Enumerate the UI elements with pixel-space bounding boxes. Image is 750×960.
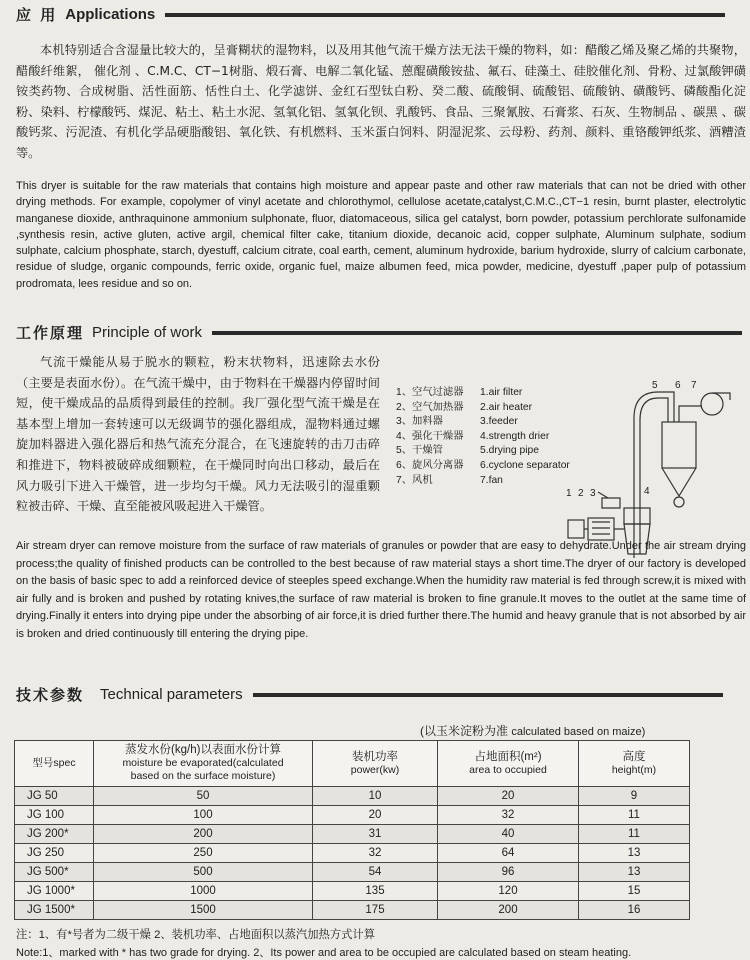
table-row: JG 100 100 20 32 11 <box>15 806 690 825</box>
legend-item: 5、干燥管 5.drying pipe <box>396 445 539 457</box>
table-row: JG 250 250 32 64 13 <box>15 844 690 863</box>
basis-cn: (以玉米淀粉为准 <box>420 724 508 738</box>
note-en: Note:1、marked with * has two grade for drying. 2、Its power and area to be occupied are calculated based on steam heating. <box>16 947 632 959</box>
col-spec: 型号spec <box>15 741 94 787</box>
applications-rule <box>165 13 725 17</box>
diagram-label-2: 2 <box>578 488 584 499</box>
tech-rule <box>253 693 723 697</box>
applications-heading <box>16 4 725 25</box>
feeder <box>602 498 620 508</box>
principle-rule <box>212 331 742 335</box>
diagram-label-7: 7 <box>691 380 697 391</box>
diagram-label-3: 3 <box>590 488 596 499</box>
legend-item: 3、加料器 3.feeder <box>396 416 518 428</box>
col-power: 装机功率 power(kw) <box>313 741 438 787</box>
cyclone-separator <box>662 422 696 468</box>
legend-item: 7、风机 7.fan <box>396 474 503 486</box>
principle-en-text: Air stream dryer can remove moisture from the surface of raw materials of granules or powder that are easy to dehydrate.Under the air stream drying process;the quality of finished products can be controlled to the best because of raw material stays a short time.The dryer of our factory is developed on the basis of basic spec to add a reinforced device of steeples speed exchange.When the humidity raw material is fed through screw,it is mixed with air fully and is broken and pushed by rotating knives,the surface of raw material is broken to fine granule.It moves to the outlet at the same time of drying.Finally it enters into drying pipe under the absorbing of air force,it is dried further there.The humid and heavy granule that is not absorbed by air is broken and dried continuously till entering the drying pipe. <box>16 540 746 640</box>
legend-item: 6、旋风分离器 6.cyclone separator <box>396 459 570 471</box>
applications-en-text: This dryer is suitable for the raw materials that contains high moisture and appear paste and other raw materials that can not be dried with other drying methods. For example, copolymer of vinyl acetate and chlorothymol, cellulose acetate,catalyst,C.M.C.,CT−1 resin, burnt plaster, electrolytic manganese dioxide, anthraquinone ammonium sulphonate, fluor, diatomaceous, silica gel catalyst, born powder, potassium perchlorate sulfonamide ,synthesis resin, active gluten, active argil, chemical filter cake, titanium dioxide, decanoic acid, copper sulphate, Aluminum sulphate, sodium sulphate, calcium phosphate, starch, dyestuff, calcium citrate, coal earth, cement, aluminum hydroxide, barium hydroxide, slurry of calcium carbonate, residue of sludge, organic compounds, ferric oxide, organic fuel, maize albumen feed, mica powder, medicine, dyestuff ,paper pulp of potassium prodromata, lees residue and so on. <box>16 180 746 290</box>
diagram-label-6: 6 <box>675 380 681 391</box>
principle-heading <box>16 322 742 343</box>
col-height: 高度 height(m) <box>579 741 690 787</box>
col-area: 占地面积(m²) area to occupied <box>438 741 579 787</box>
legend-item: 1、空气过滤器 1.air filter <box>396 387 523 398</box>
tech-basis-note <box>420 722 645 739</box>
legend-item: 2、空气加热器 2.air heater <box>396 401 533 413</box>
fan <box>701 393 723 415</box>
tech-title-cn: 技术参数 <box>16 686 85 704</box>
principle-title-cn: 工作原理 <box>16 324 85 342</box>
table-row: JG 200* 200 31 40 11 <box>15 825 690 844</box>
diagram-label-4: 4 <box>644 486 650 497</box>
air-filter <box>568 520 584 538</box>
fan-duct <box>679 406 702 422</box>
basis-en: calculated based on maize) <box>511 726 646 738</box>
tech-params-table <box>14 740 690 920</box>
applications-cn-text: 本机特别适合含湿量比较大的，呈膏糊状的湿物料，以及用其他气流干燥方法无法干燥的物料，如：醋酸乙烯及聚乙烯的共聚物，醋酸纤维絮， 催化剂 、C.M.C、CT−1树脂、煅石膏、电解二氧化锰、蒽醌磺酸铵盐、氟石、硅藻土、硅胶催化剂、骨粉、过氯酸钾磺铵类药物、合成树脂、活性面筋、恬性白土、化学滤饼、金红石型钛白粉、癸二酸、硫酸铜、硫酸铝、硫酸钠、磺酸钙、磷酸酯化淀粉、染料、柠檬酸钙、煤泥、粘土、粘土水泥、氢氧化铝、氢氧化钡、乳酸钙、食品、三聚氰胺、石膏浆、石灰、生物制品 、碳黑 、碳酸钙浆、污泥渣、有机化学品硬脂酸铝、氧化铁、有机燃料、玉米蛋白饲料、阴湿泥浆、云母粉、药剂、颜料、重铬酸钾纸浆、酒糟渣等。 <box>16 43 746 160</box>
table-row: JG 500* 500 54 96 13 <box>15 863 690 882</box>
principle-cn-text: 气流干燥能从易于脱水的颗粒，粉末状物料，迅速除去水份（主要是表面水份）。在气流干燥中，由于物料在干燥器内停留时间短，使干燥成品的品质得到最佳的控制。我厂强化型气流干燥是在基本型上增加一套转速可以无级调节的强化器组成，湿物料通过螺旋加料器进入强化器后和热气流充分混合，在飞速旋转的击刀击碎和推进下，物料被破碎成细颗粒，在干燥同时向出口移动，最后在风力吸引下进入干燥管，进一步均匀干燥。风力无法吸引的湿重颗粒被击碎、干燥、直至能被风吸起进入干燥管。 <box>16 355 380 514</box>
col-evaporated: 蒸发水份(kg/h)以表面水份计算 moisture be evaporated(calculated based on the surface moisture) <box>94 741 313 787</box>
diagram-legend <box>396 386 570 488</box>
tech-heading <box>16 684 723 705</box>
principle-title-en: Principle of work <box>92 324 203 341</box>
strength-drier <box>624 508 650 524</box>
air-heater <box>588 518 614 540</box>
table-row: JG 1000* 1000 135 120 15 <box>15 882 690 901</box>
table-row: JG 1500* 1500 175 200 16 <box>15 901 690 920</box>
note-cn: 注：1、有*号者为二级干燥 2、装机功率、占地面积以蒸汽加热方式计算 <box>16 929 376 941</box>
diagram-label-1: 1 <box>566 488 572 499</box>
legend-item: 4、强化干燥器 4.strength drier <box>396 430 550 442</box>
applications-title-cn: 应 用 <box>16 6 58 24</box>
diagram-label-5: 5 <box>652 380 658 391</box>
table-row: JG 50 50 10 20 9 <box>15 787 690 806</box>
applications-title-en: Applications <box>65 6 156 23</box>
tech-title-en: Technical parameters <box>100 686 243 703</box>
